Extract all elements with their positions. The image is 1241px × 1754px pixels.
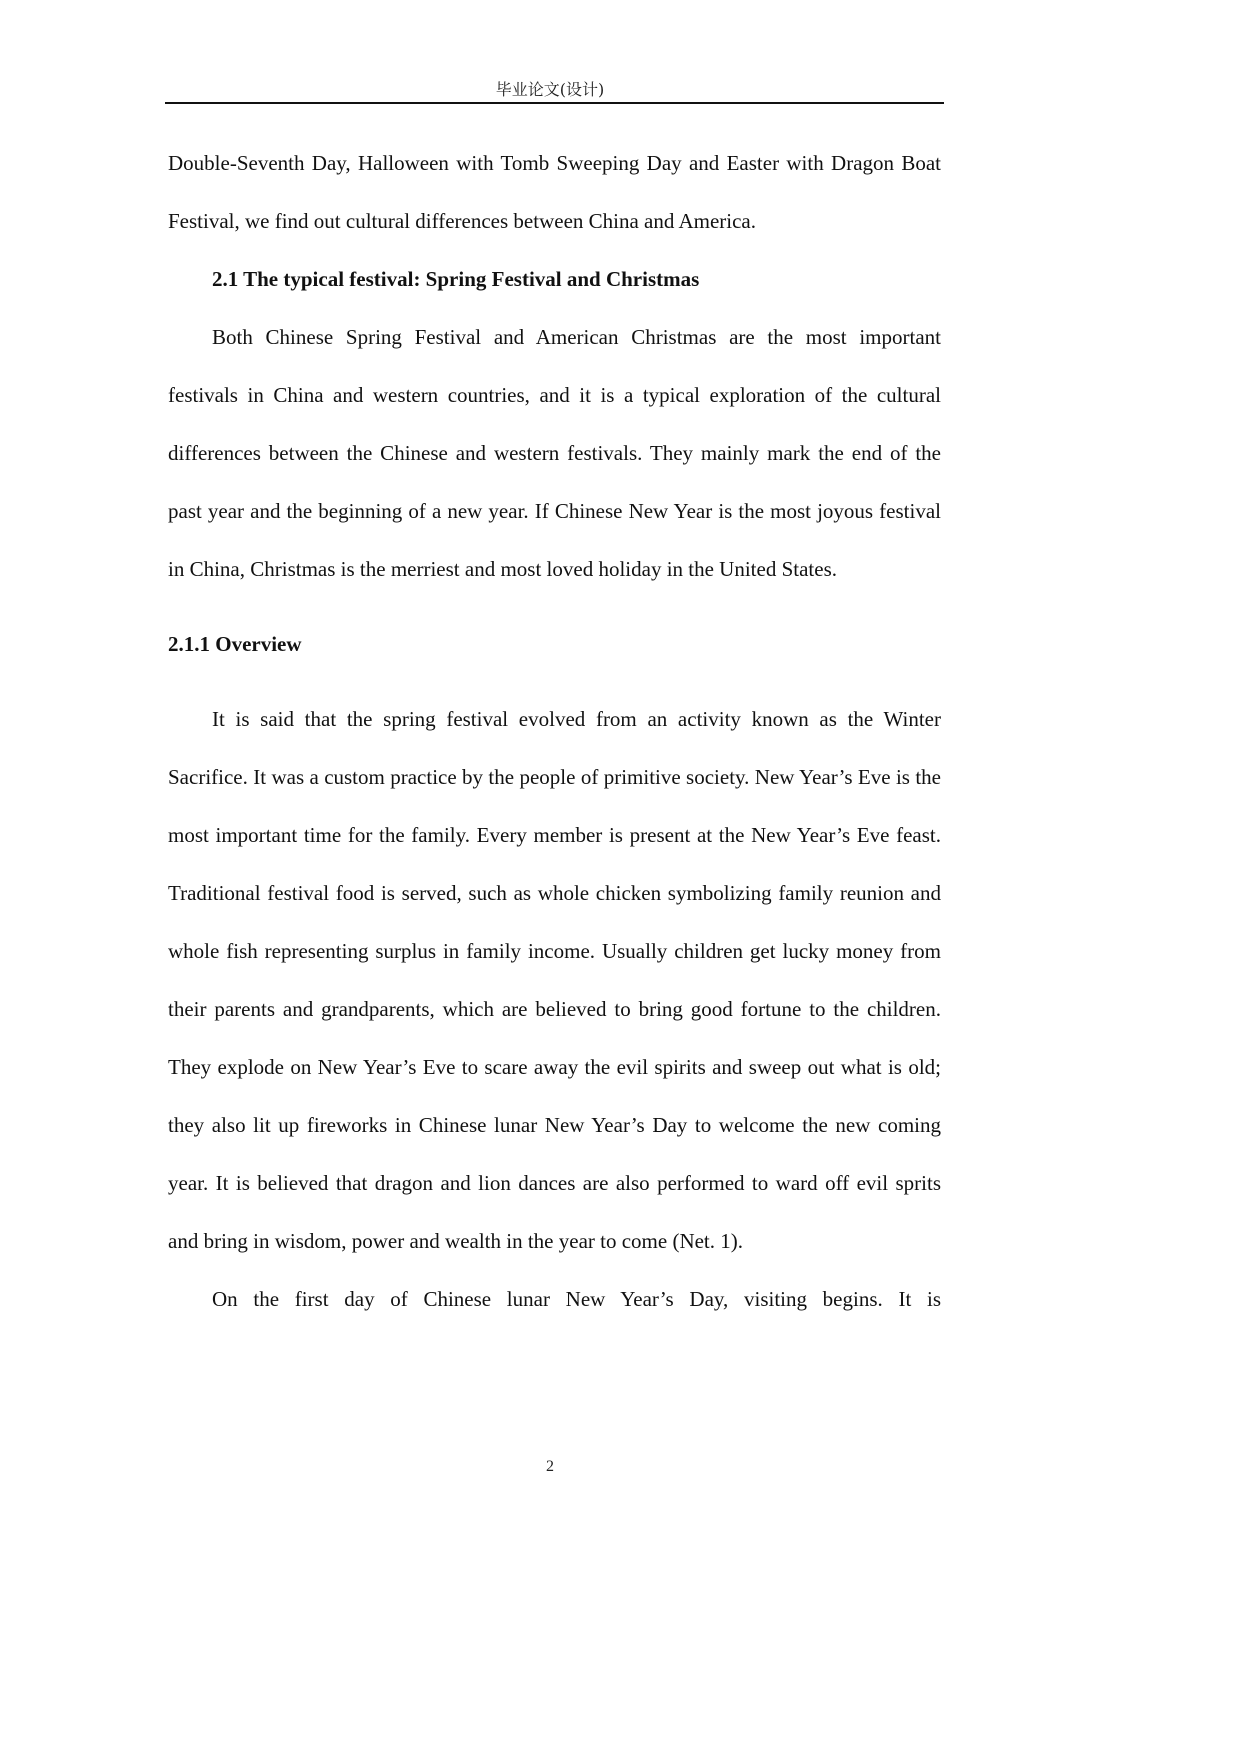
page-body (168, 134, 941, 1328)
paragraph-overview-2: On the first day of Chinese lunar New Year’s Day, visiting begins. It is (212, 1287, 941, 1311)
page-number: 2 (546, 1458, 554, 1475)
paragraph-2-1: Both Chinese Spring Festival and American Christmas are the most important festivals in China and western countries, and it is a typical exploration of the cultural differences between the Chinese and western festivals. They mainly mark the end of the past year and the beginning of a new year. If Chinese New Year is the most joyous festival in China, Christmas is the merriest and most loved holiday in the United States. (168, 325, 941, 581)
paragraph-overview-1: It is said that the spring festival evolved from an activity known as the Winter Sacrifice. It was a custom practice by the people of primitive society. New Year’s Eve is the most important time for the family. Every member is present at the New Year’s Eve feast. Traditional festival food is served, such as whole chicken symbolizing family reunion and whole fish representing surplus in family income. Usually children get lucky money from their parents and grandparents, which are believed to bring good fortune to the children. They explode on New Year’s Eve to scare away the evil spirits and sweep out what is old; they also lit up fireworks in Chinese lunar New Year’s Day to welcome the new coming year. It is believed that dragon and lion dances are also performed to ward off evil sprits and bring in wisdom, power and wealth in the year to come (Net. 1). (168, 707, 941, 1253)
running-header: 毕业论文(设计) (495, 80, 605, 99)
intro-paragraph: Double-Seventh Day, Halloween with Tomb Sweeping Day and Easter with Dragon Boat Festival, we find out cultural differences between China and America. (168, 151, 941, 233)
section-heading-2-1: 2.1 The typical festival: Spring Festival and Christmas (212, 267, 700, 291)
section-heading-2-1-1: 2.1.1 Overview (168, 632, 302, 656)
header-divider (165, 102, 944, 104)
